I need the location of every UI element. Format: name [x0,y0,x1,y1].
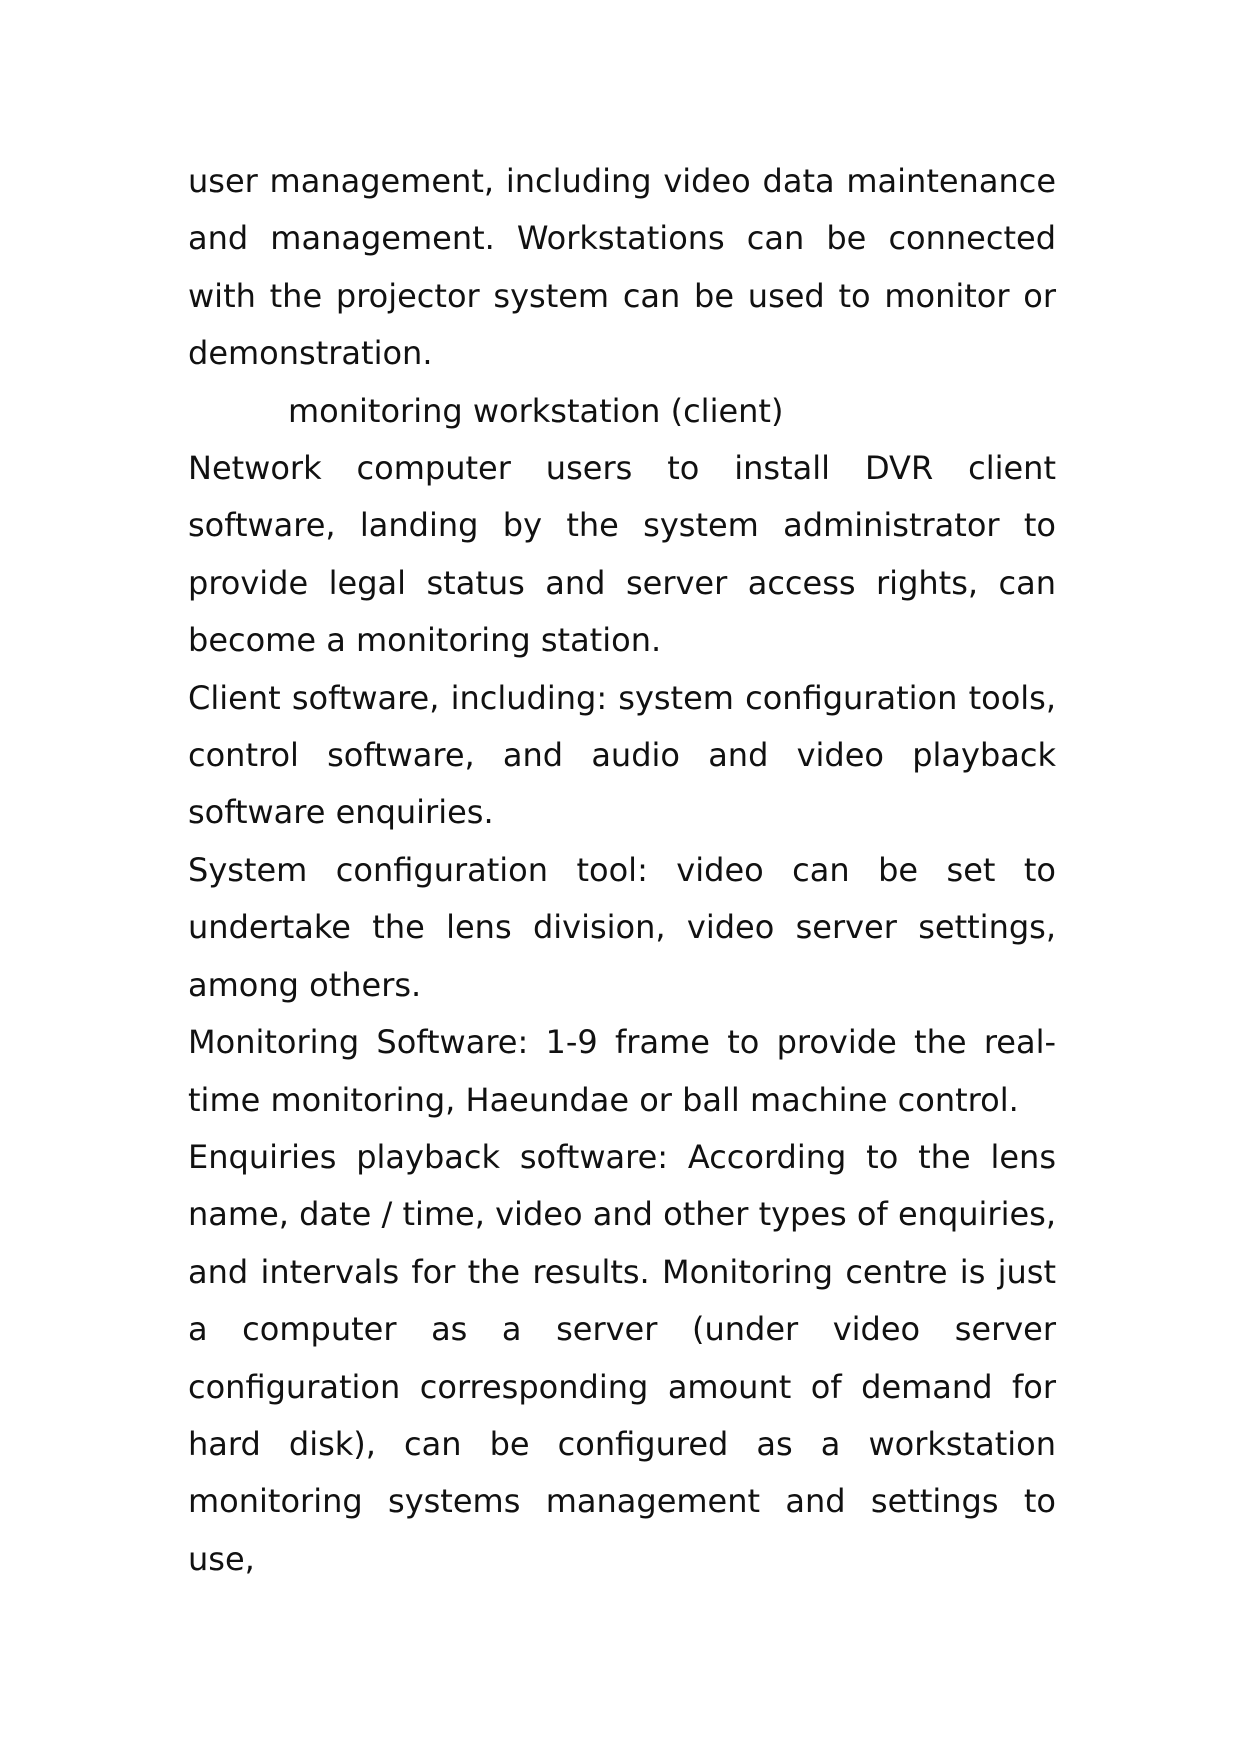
paragraph-network-users: Network computer users to install DVR client software, landing by the system administrator to provide legal status and server access rights, can become a monitoring station. [188,449,1056,660]
paragraph-enquiries-playback: Enquiries playback software: According to the lens name, date / time, video and other types of enquiries, and intervals for the results. Monitoring centre is just a computer as a server (under video server configuration corresponding amount of demand for hard disk), can be configured as a workstation monitoring systems management and settings to use, [188,1137,1056,1578]
body-text [188,153,1056,1588]
section-heading-monitoring-workstation: monitoring workstation (client) [288,391,784,430]
paragraph-client-software: Client software, including: system configuration tools, control software, and audio and video playback software enquiries. [188,678,1056,832]
paragraph-system-configuration: System configuration tool: video can be set to undertake the lens division, video server settings, among others. [188,850,1056,1004]
paragraph-monitoring-software: Monitoring Software: 1-9 frame to provide the real-time monitoring, Haeundae or ball machine control. [188,1023,1056,1119]
paragraph-user-management: user management, including video data maintenance and management. Workstations can be connected with the projector system can be used to monitor or demonstration. [188,162,1056,373]
